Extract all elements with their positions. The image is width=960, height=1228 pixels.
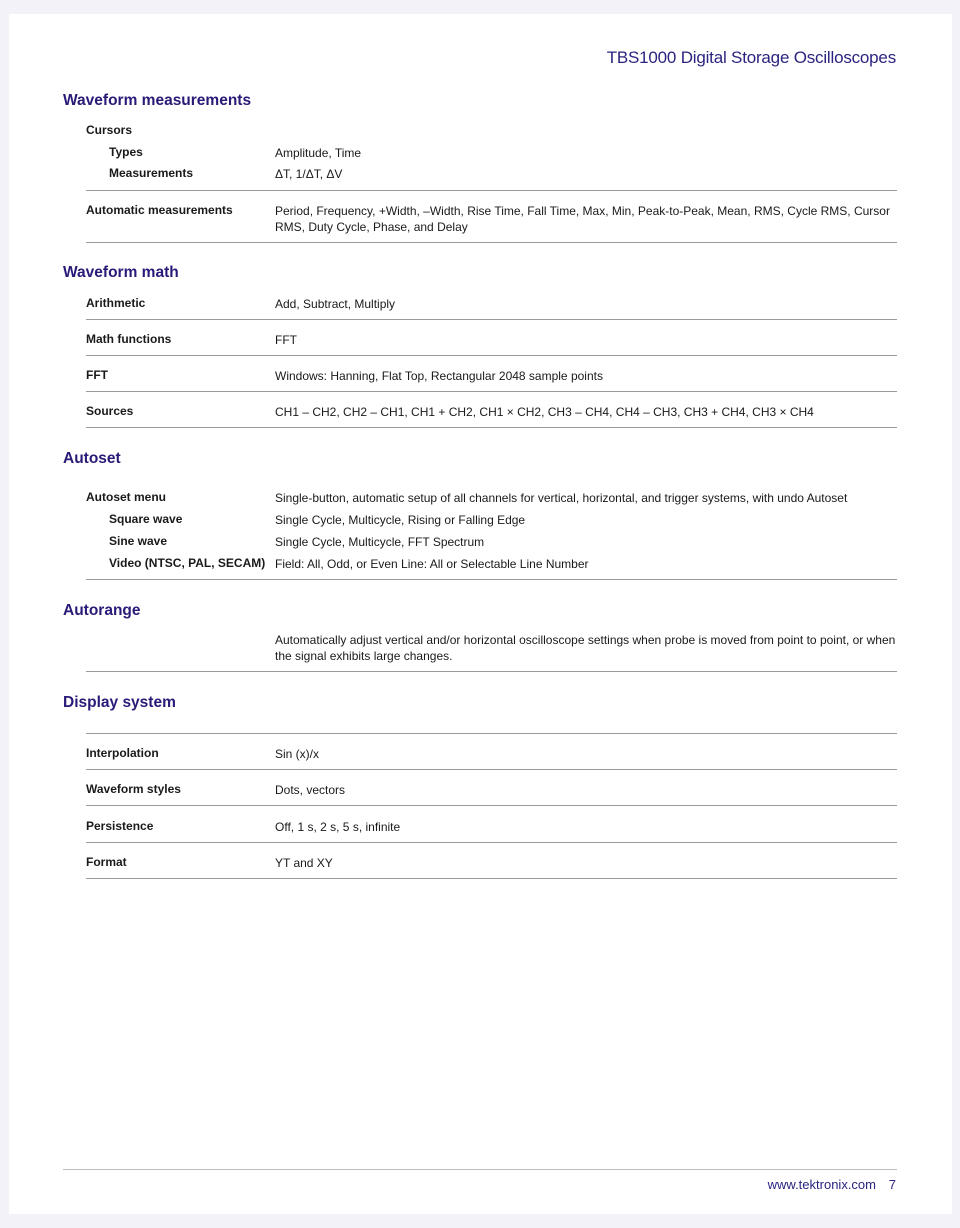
footer-url-link[interactable]: www.tektronix.com	[767, 1177, 876, 1192]
interpolation-value: Sin (x)/x	[275, 747, 320, 761]
square-wave-label: Square wave	[109, 512, 183, 526]
divider	[86, 391, 897, 392]
divider	[86, 242, 897, 243]
persistence-value: Off, 1 s, 2 s, 5 s, infinite	[275, 820, 401, 834]
autoset-menu-value: Single-button, automatic setup of all channels for vertical, horizontal, and trigger systems, with undo Autoset	[275, 491, 848, 505]
sine-wave-label: Sine wave	[109, 534, 168, 548]
divider	[86, 769, 897, 770]
math-functions-label: Math functions	[86, 332, 172, 346]
math-functions-value: FFT	[275, 333, 297, 347]
automatic-measurements-value: Period, Frequency, +Width, –Width, Rise Time, Fall Time, Max, Min, Peak-to-Peak, Mean, RMS, Cycle RMS, Cursor RMS, Duty Cycle, Phase, and Delay	[275, 204, 890, 234]
measurements-value: ΔT, 1/ΔT, ΔV	[275, 167, 343, 181]
document-title: TBS1000 Digital Storage Oscilloscopes	[606, 48, 896, 67]
cursors-label: Cursors	[86, 123, 133, 137]
fft-label: FFT	[86, 368, 108, 382]
types-value: Amplitude, Time	[275, 146, 362, 160]
page-number: 7	[888, 1177, 896, 1192]
divider	[86, 427, 897, 428]
interpolation-label: Interpolation	[86, 746, 159, 760]
types-label: Types	[109, 145, 143, 159]
waveform-styles-value: Dots, vectors	[275, 783, 346, 797]
divider	[86, 842, 897, 843]
section-title: Autorange	[63, 602, 141, 619]
divider	[86, 355, 897, 356]
measurements-label: Measurements	[109, 166, 194, 180]
divider	[86, 671, 897, 672]
divider	[86, 805, 897, 806]
sine-wave-value: Single Cycle, Multicycle, FFT Spectrum	[275, 535, 485, 549]
fft-value: Windows: Hanning, Flat Top, Rectangular 2048 sample points	[275, 369, 603, 383]
divider	[86, 579, 897, 580]
automatic-measurements-label: Automatic measurements	[86, 203, 233, 217]
divider	[86, 878, 897, 879]
section-title: Display system	[63, 694, 176, 711]
document-page	[9, 14, 952, 1214]
arithmetic-label: Arithmetic	[86, 296, 146, 310]
divider	[86, 319, 897, 320]
arithmetic-value: Add, Subtract, Multiply	[275, 297, 396, 311]
format-value: YT and XY	[275, 856, 333, 870]
divider	[86, 190, 897, 191]
autoset-menu-label: Autoset menu	[86, 490, 167, 504]
divider	[86, 733, 897, 734]
footer-divider	[63, 1169, 897, 1170]
persistence-label: Persistence	[86, 819, 154, 833]
sources-value: CH1 – CH2, CH2 – CH1, CH1 + CH2, CH1 × CH2, CH3 – CH4, CH4 – CH3, CH3 + CH4, CH3 × CH4	[275, 405, 814, 419]
waveform-styles-label: Waveform styles	[86, 782, 181, 796]
section-title: Waveform measurements	[63, 92, 252, 109]
sources-label: Sources	[86, 404, 134, 418]
autorange-value: Automatically adjust vertical and/or horizontal oscilloscope settings when probe is moved from point to point, or when the signal exhibits large changes.	[275, 633, 896, 663]
video-label: Video (NTSC, PAL, SECAM)	[109, 556, 266, 570]
format-label: Format	[86, 855, 127, 869]
section-title: Autoset	[63, 450, 121, 467]
square-wave-value: Single Cycle, Multicycle, Rising or Falling Edge	[275, 513, 526, 527]
video-value: Field: All, Odd, or Even Line: All or Selectable Line Number	[275, 557, 589, 571]
section-title: Waveform math	[63, 264, 179, 281]
